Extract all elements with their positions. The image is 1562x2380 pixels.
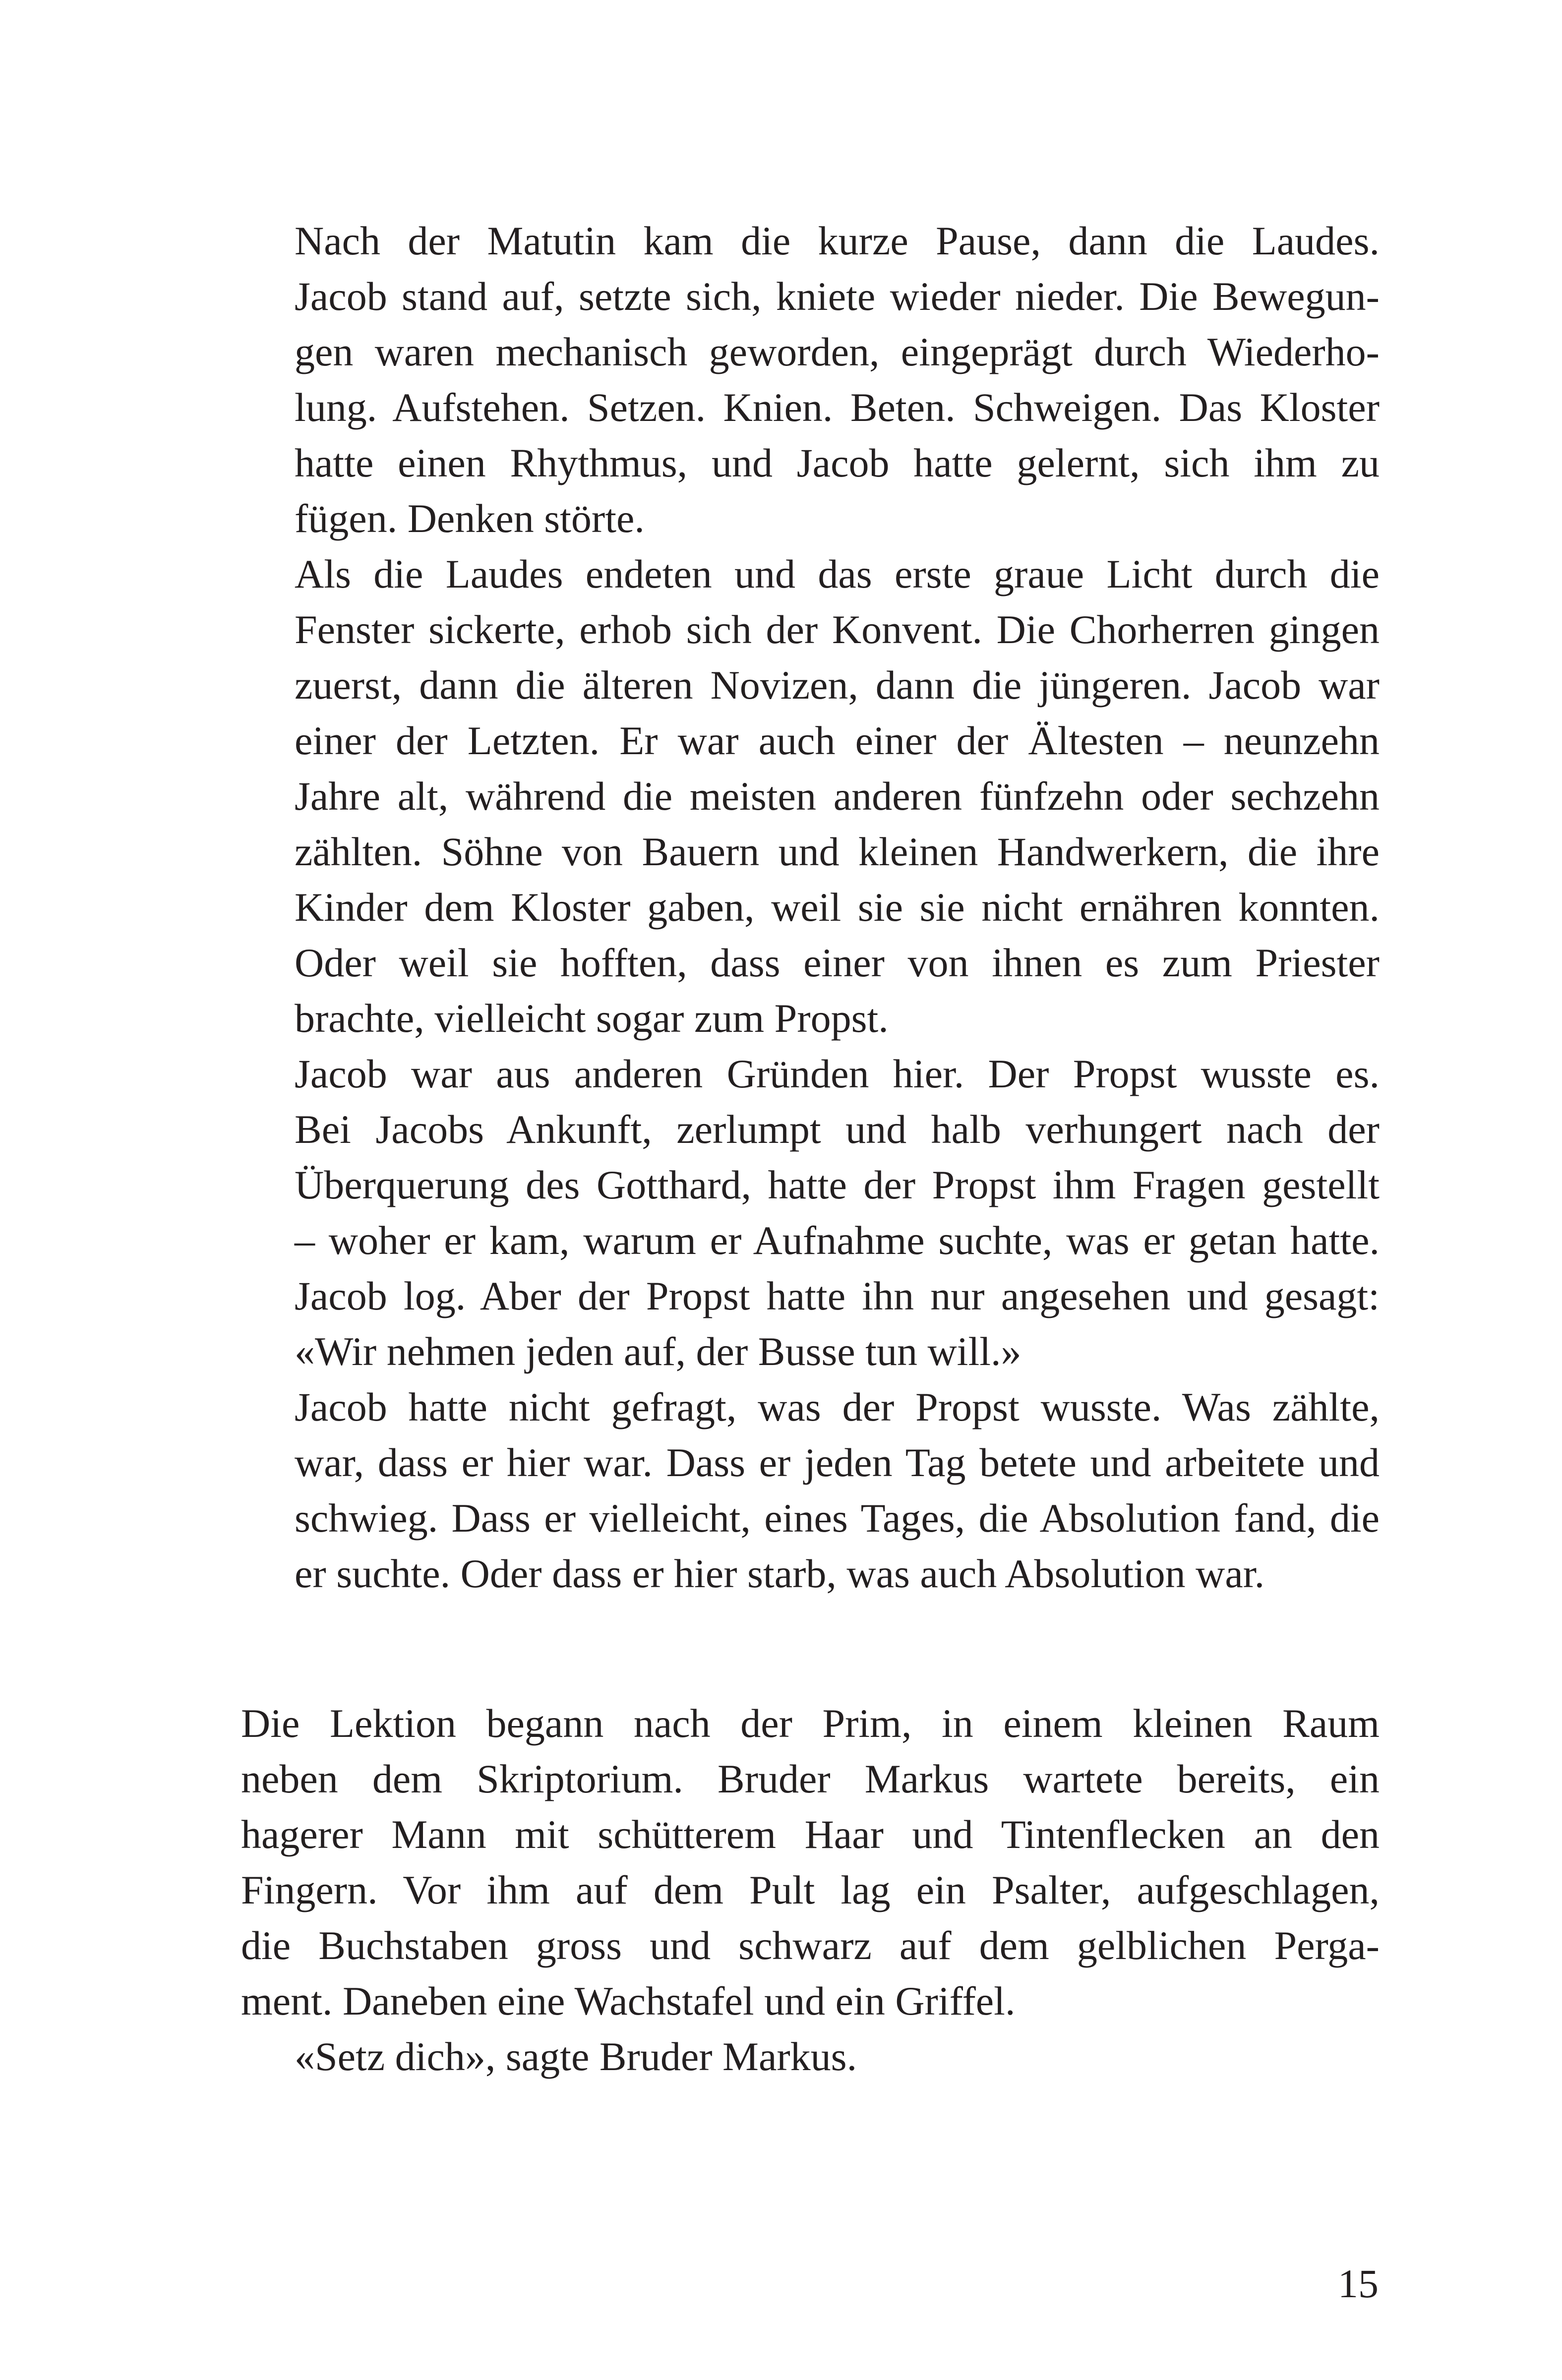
text-line: «Setz dich», sagte Bruder Markus. — [295, 2034, 857, 2079]
text-line: fügen. Denken störte. — [295, 496, 645, 541]
text-line: gen waren mechanisch geworden, eingeprägt durch Wiederho- — [295, 329, 1380, 374]
text-line: Die Lektion begann nach der Prim, in einem kleinen Raum — [241, 1701, 1380, 1746]
text-line: zuerst, dann die älteren Novizen, dann die jüngeren. Jacob war — [295, 662, 1380, 708]
text-line: Fenster sickerte, erhob sich der Konvent. Die Chorherren gingen — [295, 607, 1380, 652]
text-line: lung. Aufstehen. Setzen. Knien. Beten. Schweigen. Das Kloster — [295, 385, 1380, 430]
text-line: Kinder dem Kloster gaben, weil sie sie nicht ernähren konnten. — [295, 885, 1380, 930]
text-line: Jahre alt, während die meisten anderen fünfzehn oder sechzehn — [295, 774, 1380, 819]
paragraph — [241, 1379, 1380, 1602]
paragraph — [241, 213, 1380, 546]
text-line: Nach der Matutin kam die kurze Pause, dann die Laudes. — [295, 218, 1380, 263]
paragraph — [241, 1046, 1380, 1379]
text-line: zählten. Söhne von Bauern und kleinen Handwerkern, die ihre — [295, 829, 1380, 874]
paragraph — [241, 1696, 1380, 2029]
paragraph — [241, 546, 1380, 1046]
text-line: hatte einen Rhythmus, und Jacob hatte gelernt, sich ihm zu — [295, 440, 1380, 485]
text-section-2 — [241, 1696, 1380, 2084]
text-line: Jacob war aus anderen Gründen hier. Der Propst wusste es. — [295, 1051, 1380, 1096]
text-line: Als die Laudes endeten und das erste graue Licht durch die — [295, 551, 1380, 596]
text-line: hagerer Mann mit schütterem Haar und Tintenflecken an den — [241, 1812, 1380, 1857]
text-line: Überquerung des Gotthard, hatte der Propst ihm Fragen gestellt — [295, 1162, 1380, 1207]
paragraph — [241, 2029, 1380, 2084]
text-section-1 — [241, 213, 1380, 1602]
text-line: schwieg. Dass er vielleicht, eines Tages, die Absolution fand, die — [295, 1495, 1380, 1541]
text-line: brachte, vielleicht sogar zum Propst. — [295, 996, 889, 1041]
text-line: er suchte. Oder dass er hier starb, was auch Absolution war. — [295, 1551, 1265, 1596]
text-line: ment. Daneben eine Wachstafel und ein Griffel. — [241, 1978, 1016, 2023]
text-line: Jacob log. Aber der Propst hatte ihn nur angesehen und gesagt: — [295, 1273, 1380, 1318]
text-line: Oder weil sie hofften, dass einer von ihnen es zum Priester — [295, 940, 1380, 985]
text-line: «Wir nehmen jeden auf, der Busse tun will.» — [295, 1329, 1021, 1374]
text-line: Jacob stand auf, setzte sich, kniete wieder nieder. Die Bewegun- — [295, 274, 1380, 319]
text-line: war, dass er hier war. Dass er jeden Tag betete und arbeitete und — [295, 1440, 1380, 1485]
text-line: Jacob hatte nicht gefragt, was der Propst wusste. Was zählte, — [295, 1384, 1380, 1429]
text-line: Fingern. Vor ihm auf dem Pult lag ein Psalter, aufgeschlagen, — [241, 1867, 1380, 1912]
text-line: – woher er kam, warum er Aufnahme suchte, was er getan hatte. — [295, 1218, 1380, 1263]
text-line: einer der Letzten. Er war auch einer der Ältesten – neunzehn — [295, 718, 1380, 763]
page-number: 15 — [1338, 2261, 1379, 2306]
text-line: Bei Jacobs Ankunft, zerlumpt und halb verhungert nach der — [295, 1107, 1380, 1152]
text-line: die Buchstaben gross und schwarz auf dem gelblichen Perga- — [241, 1923, 1380, 1968]
text-line: neben dem Skriptorium. Bruder Markus wartete bereits, ein — [241, 1756, 1380, 1801]
